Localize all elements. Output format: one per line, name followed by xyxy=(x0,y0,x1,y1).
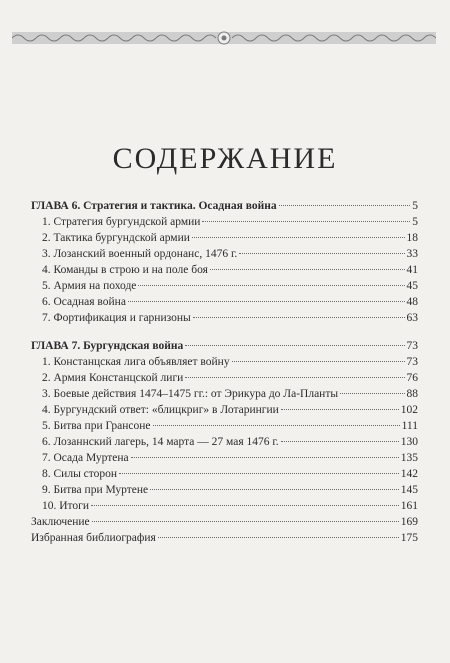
dot-leader xyxy=(92,521,399,522)
toc-entry[interactable] xyxy=(42,451,418,465)
dot-leader xyxy=(185,345,404,346)
entry-title: 9. Битва при Муртене xyxy=(42,484,149,496)
dot-leader xyxy=(153,425,400,426)
entry-title: 6. Лозаннский лагерь, 14 марта — 27 мая 1476 г. xyxy=(42,436,279,448)
dot-leader xyxy=(340,393,404,394)
dot-leader xyxy=(239,253,404,254)
entry-title: 5. Битва при Грансоне xyxy=(42,420,151,432)
dot-leader xyxy=(192,237,405,238)
dot-leader xyxy=(279,205,411,206)
toc-entry[interactable] xyxy=(42,483,418,497)
chapter-title: ГЛАВА 6. Стратегия и тактика. Осадная война xyxy=(31,200,277,212)
dot-leader xyxy=(185,377,404,378)
toc-entry[interactable] xyxy=(42,499,418,513)
page-number: 135 xyxy=(400,452,418,464)
toc-entry[interactable] xyxy=(42,435,418,449)
entry-title: Заключение xyxy=(31,516,90,528)
toc-entry[interactable] xyxy=(42,419,418,433)
entry-title: 7. Осада Муртена xyxy=(42,452,129,464)
page-number: 73 xyxy=(406,356,418,368)
dot-leader xyxy=(193,317,405,318)
page-number: 145 xyxy=(400,484,418,496)
page-number: 175 xyxy=(400,532,418,544)
toc-entry[interactable] xyxy=(42,279,418,293)
page-number: 5 xyxy=(412,216,418,228)
page-number: 45 xyxy=(406,280,418,292)
toc-entry[interactable] xyxy=(42,371,418,385)
dot-leader xyxy=(158,537,399,538)
page-number: 33 xyxy=(406,248,418,260)
page-number: 169 xyxy=(400,516,418,528)
toc-bibliography[interactable] xyxy=(31,531,418,545)
page-number: 102 xyxy=(400,404,418,416)
page-number: 111 xyxy=(401,420,418,432)
page-number: 76 xyxy=(406,372,418,384)
chapter-title: ГЛАВА 7. Бургундская война xyxy=(31,340,184,352)
toc-entry[interactable] xyxy=(42,231,418,245)
page-number: 63 xyxy=(406,312,418,324)
page-number: 142 xyxy=(400,468,418,480)
dot-leader xyxy=(150,489,399,490)
entry-title: 5. Армия на походе xyxy=(42,280,137,292)
entry-title: 3. Боевые действия 1474–1475 гг.: от Эрикура до Ла-Планты xyxy=(42,388,339,400)
toc-entry[interactable] xyxy=(42,355,418,369)
dot-leader xyxy=(131,457,399,458)
dot-leader xyxy=(119,473,399,474)
page-title: СОДЕРЖАНИЕ xyxy=(112,142,338,175)
toc-chapter-7[interactable] xyxy=(31,339,418,353)
dot-leader xyxy=(91,505,399,506)
entry-title: 4. Команды в строю и на поле боя xyxy=(42,264,208,276)
entry-title: 1. Стратегия бургундской армии xyxy=(42,216,201,228)
dot-leader xyxy=(202,221,410,222)
toc-entry[interactable] xyxy=(42,467,418,481)
page-number: 88 xyxy=(406,388,418,400)
entry-title: 2. Тактика бургундской армии xyxy=(42,232,190,244)
toc-entry[interactable] xyxy=(42,403,418,417)
toc-entry[interactable] xyxy=(42,215,418,229)
toc-entry[interactable] xyxy=(42,295,418,309)
page-number: 130 xyxy=(400,436,418,448)
dot-leader xyxy=(281,441,399,442)
dot-leader xyxy=(281,409,399,410)
entry-title: 4. Бургундский ответ: «блицкриг» в Лотарингии xyxy=(42,404,279,416)
dot-leader xyxy=(232,361,405,362)
dot-leader xyxy=(138,285,404,286)
toc-entry[interactable] xyxy=(42,247,418,261)
page-number: 5 xyxy=(412,200,418,212)
page-number: 41 xyxy=(406,264,418,276)
entry-title: 10. Итоги xyxy=(42,500,90,512)
decorative-header-border xyxy=(12,30,436,46)
entry-title: 1. Констанцская лига объявляет войну xyxy=(42,356,230,368)
entry-title: 8. Силы сторон xyxy=(42,468,118,480)
page-number: 48 xyxy=(406,296,418,308)
dot-leader xyxy=(128,301,405,302)
entry-title: 2. Армия Констанцской лиги xyxy=(42,372,184,384)
entry-title: 3. Лозанский военный ордонанс, 1476 г. xyxy=(42,248,238,260)
entry-title: 6. Осадная война xyxy=(42,296,126,308)
entry-title: Избранная библиография xyxy=(31,532,156,544)
toc-entry[interactable] xyxy=(42,263,418,277)
dot-leader xyxy=(210,269,405,270)
toc-entry[interactable] xyxy=(42,311,418,325)
toc-entry[interactable] xyxy=(42,387,418,401)
entry-title: 7. Фортификация и гарнизоны xyxy=(42,312,191,324)
page-number: 73 xyxy=(406,340,418,352)
page-number: 18 xyxy=(406,232,418,244)
toc-conclusion[interactable] xyxy=(31,515,418,529)
page-number: 161 xyxy=(400,500,418,512)
toc-chapter-6[interactable] xyxy=(31,199,418,213)
